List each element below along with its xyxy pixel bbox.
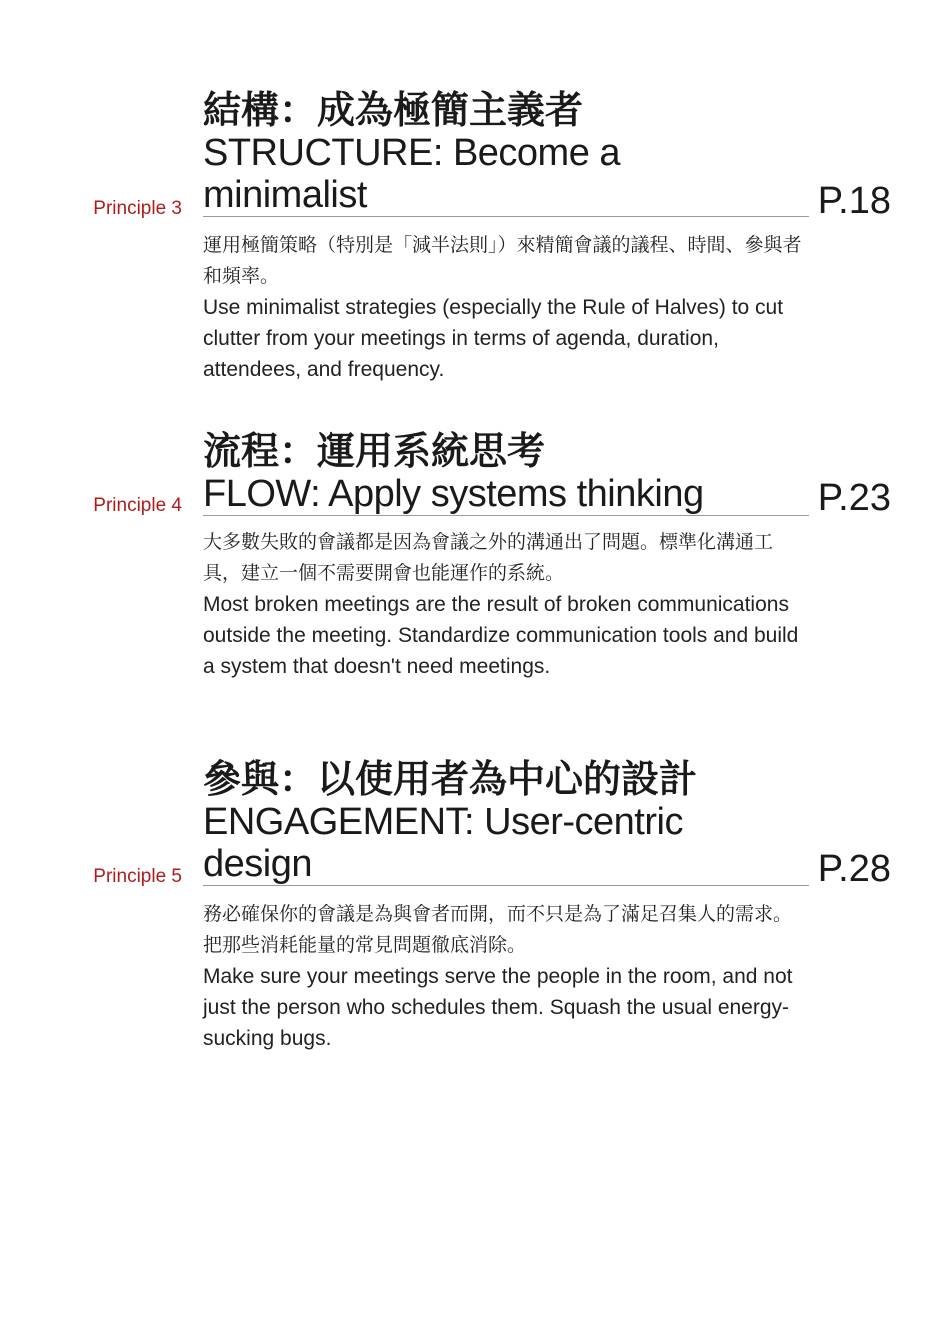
- principle-4-page-ref: P.23: [817, 477, 891, 519]
- principle-4-title-block: [203, 431, 809, 516]
- principle-3-label: Principle 3: [93, 198, 182, 219]
- principle-5-title-block: [203, 759, 809, 886]
- principle-3-description: [203, 230, 809, 385]
- principle-4-label: Principle 4: [93, 495, 182, 516]
- principle-3-page-ref: P.18: [817, 180, 891, 222]
- principle-3-desc-en: Use minimalist strategies (especially the Rule of Halves) to cut clutter from your meetings in terms of agenda, duration, attendees, and frequency.: [203, 296, 784, 381]
- principle-4-description: [203, 527, 809, 682]
- principle-5-desc-zh: 務必確保你的會議是為與會者而開，而不只是為了滿足召集人的需求。把那些消耗能量的常見問題徹底消除。: [203, 904, 793, 956]
- principle-5-title-zh: 參與：以使用者為中心的設計: [203, 759, 698, 801]
- principle-5-desc-en: Make sure your meetings serve the people in the room, and not just the person who schedules them. Squash the usual energy-sucking bugs.: [203, 965, 793, 1050]
- principle-4-desc-en: Most broken meetings are the result of broken communications outside the meeting. Standardize communication tools and build a system that doesn't need meetings.: [203, 593, 799, 678]
- principle-3-desc-zh: 運用極簡策略（特別是「減半法則」）來精簡會議的議程、時間、參與者和頻率。: [203, 235, 802, 287]
- principle-4-title-en: FLOW: Apply systems thinking: [203, 473, 704, 515]
- principle-3-title-en: STRUCTURE: Become a minimalist: [203, 132, 621, 216]
- principle-4-desc-zh: 大多數失敗的會議都是因為會議之外的溝通出了問題。標準化溝通工具，建立一個不需要開會也能運作的系統。: [203, 532, 774, 584]
- principle-5-description: [203, 899, 809, 1054]
- principle-4-title-zh: 流程：運用系統思考: [203, 431, 546, 473]
- principle-5-label: Principle 5: [93, 866, 182, 887]
- principle-5-page-ref: P.28: [817, 848, 891, 890]
- principle-3-title-block: [203, 90, 809, 217]
- principle-3-title-zh: 結構：成為極簡主義者: [203, 90, 584, 132]
- principle-5-title-en: ENGAGEMENT: User-centric design: [203, 801, 683, 885]
